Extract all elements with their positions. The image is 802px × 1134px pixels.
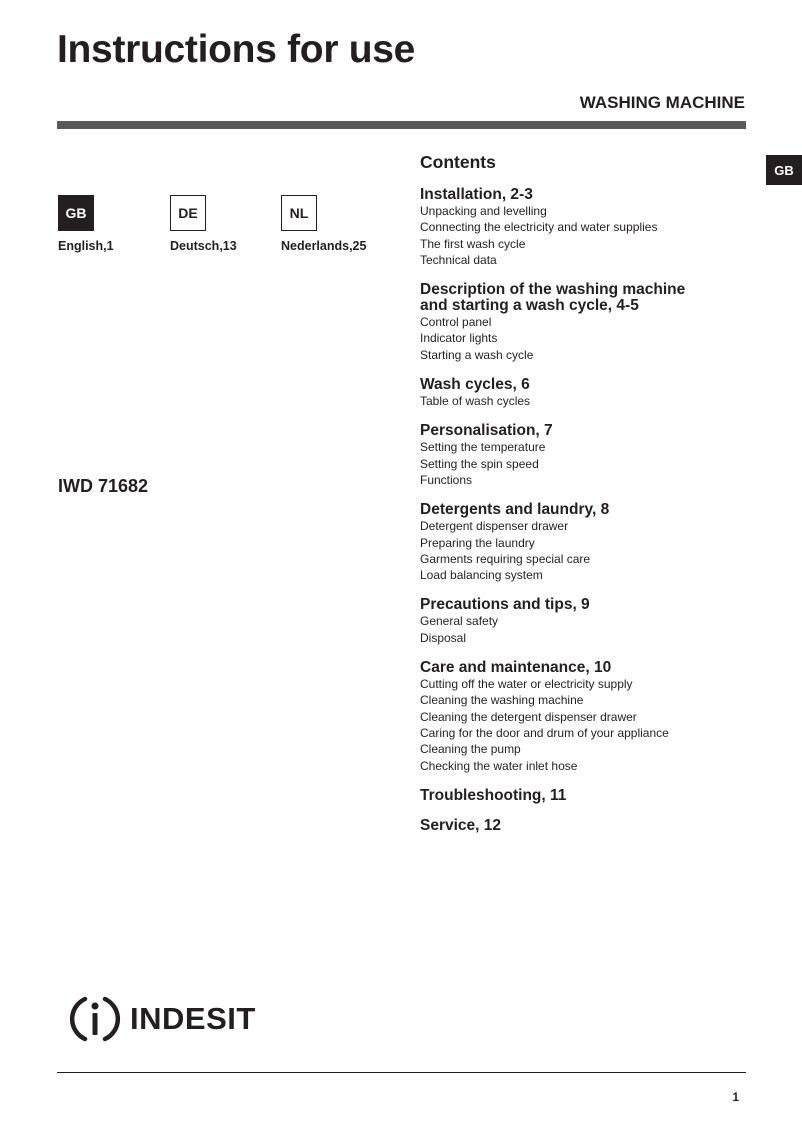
toc-section-wash-cycles: [420, 377, 750, 409]
toc-item[interactable]: Disposal: [420, 630, 467, 645]
toc-item[interactable]: Cleaning the pump: [420, 742, 521, 757]
toc-item[interactable]: Cleaning the washing machine: [420, 693, 584, 708]
model-number: IWD 71682: [58, 476, 149, 496]
language-de[interactable]: [170, 195, 237, 253]
toc-section-title[interactable]: Installation, 2-3: [420, 186, 533, 203]
toc-section-personalisation: [420, 423, 750, 488]
toc-section-description: [420, 282, 750, 363]
toc-item[interactable]: Unpacking and levelling: [420, 204, 547, 218]
toc-item[interactable]: Technical data: [420, 252, 497, 267]
toc-section-troubleshooting: [420, 788, 750, 804]
toc-item[interactable]: Cleaning the detergent dispenser drawer: [420, 709, 637, 724]
toc-section-title[interactable]: Precautions and tips, 9: [420, 596, 590, 614]
toc-section-title[interactable]: Wash cycles, 6: [420, 376, 530, 394]
toc-section-title-line2[interactable]: and starting a wash cycle, 4-5: [420, 297, 639, 315]
toc-item[interactable]: Setting the temperature: [420, 440, 546, 455]
toc-item[interactable]: Functions: [420, 472, 473, 487]
toc-section-service: [420, 818, 750, 834]
page-number: 1: [732, 1090, 739, 1104]
footer-divider: [57, 1072, 746, 1073]
language-label: Deutsch,13: [170, 239, 237, 253]
indesit-logo-icon: [68, 992, 122, 1046]
toc-item[interactable]: Starting a wash cycle: [420, 347, 534, 362]
toc-section-installation: [420, 187, 750, 268]
toc-item[interactable]: Control panel: [420, 315, 492, 330]
toc-item[interactable]: General safety: [420, 614, 499, 629]
toc-item[interactable]: Caring for the door and drum of your appliance: [420, 725, 669, 740]
contents-heading: Contents: [420, 152, 496, 172]
toc-item[interactable]: Table of wash cycles: [420, 394, 531, 409]
toc-item[interactable]: Checking the water inlet hose: [420, 758, 578, 773]
toc-section-title[interactable]: Care and maintenance, 10: [420, 659, 612, 677]
toc-item[interactable]: Connecting the electricity and water supplies: [420, 220, 658, 235]
toc-item[interactable]: The first wash cycle: [420, 236, 526, 251]
toc-section-title[interactable]: Detergents and laundry, 8: [420, 501, 610, 519]
language-label: English,1: [58, 239, 114, 253]
toc-item[interactable]: Preparing the laundry: [420, 535, 535, 550]
language-nl[interactable]: [281, 195, 366, 253]
toc-section-care: [420, 660, 750, 774]
page-title: Instructions for use: [57, 28, 416, 71]
language-label: Nederlands,25: [281, 239, 367, 253]
language-side-tab[interactable]: GB: [766, 155, 802, 185]
language-gb[interactable]: [58, 195, 114, 253]
toc-section-title[interactable]: Troubleshooting, 11: [420, 786, 567, 804]
toc-item[interactable]: Garments requiring special care: [420, 551, 591, 566]
toc-item[interactable]: Cutting off the water or electricity supply: [420, 677, 633, 692]
toc-item[interactable]: Load balancing system: [420, 568, 543, 583]
toc-section-title[interactable]: Service, 12: [420, 816, 502, 834]
toc-item[interactable]: Setting the spin speed: [420, 456, 539, 471]
toc-section-precautions: [420, 597, 750, 646]
toc-section-title[interactable]: Description of the washing machine: [420, 281, 686, 299]
language-code-box[interactable]: NL: [281, 195, 317, 231]
brand-wordmark: INDESIT: [130, 1001, 256, 1036]
language-code-box[interactable]: GB: [58, 195, 94, 231]
toc-section-title[interactable]: Personalisation, 7: [420, 422, 553, 440]
language-code-box[interactable]: DE: [170, 195, 206, 231]
toc-item[interactable]: Detergent dispenser drawer: [420, 519, 569, 534]
toc-item[interactable]: Indicator lights: [420, 331, 498, 346]
toc-section-detergents: [420, 502, 750, 583]
header-divider: [57, 121, 746, 129]
table-of-contents: [420, 151, 750, 848]
product-type: WASHING MACHINE: [579, 93, 745, 112]
brand-logo: [68, 992, 256, 1046]
